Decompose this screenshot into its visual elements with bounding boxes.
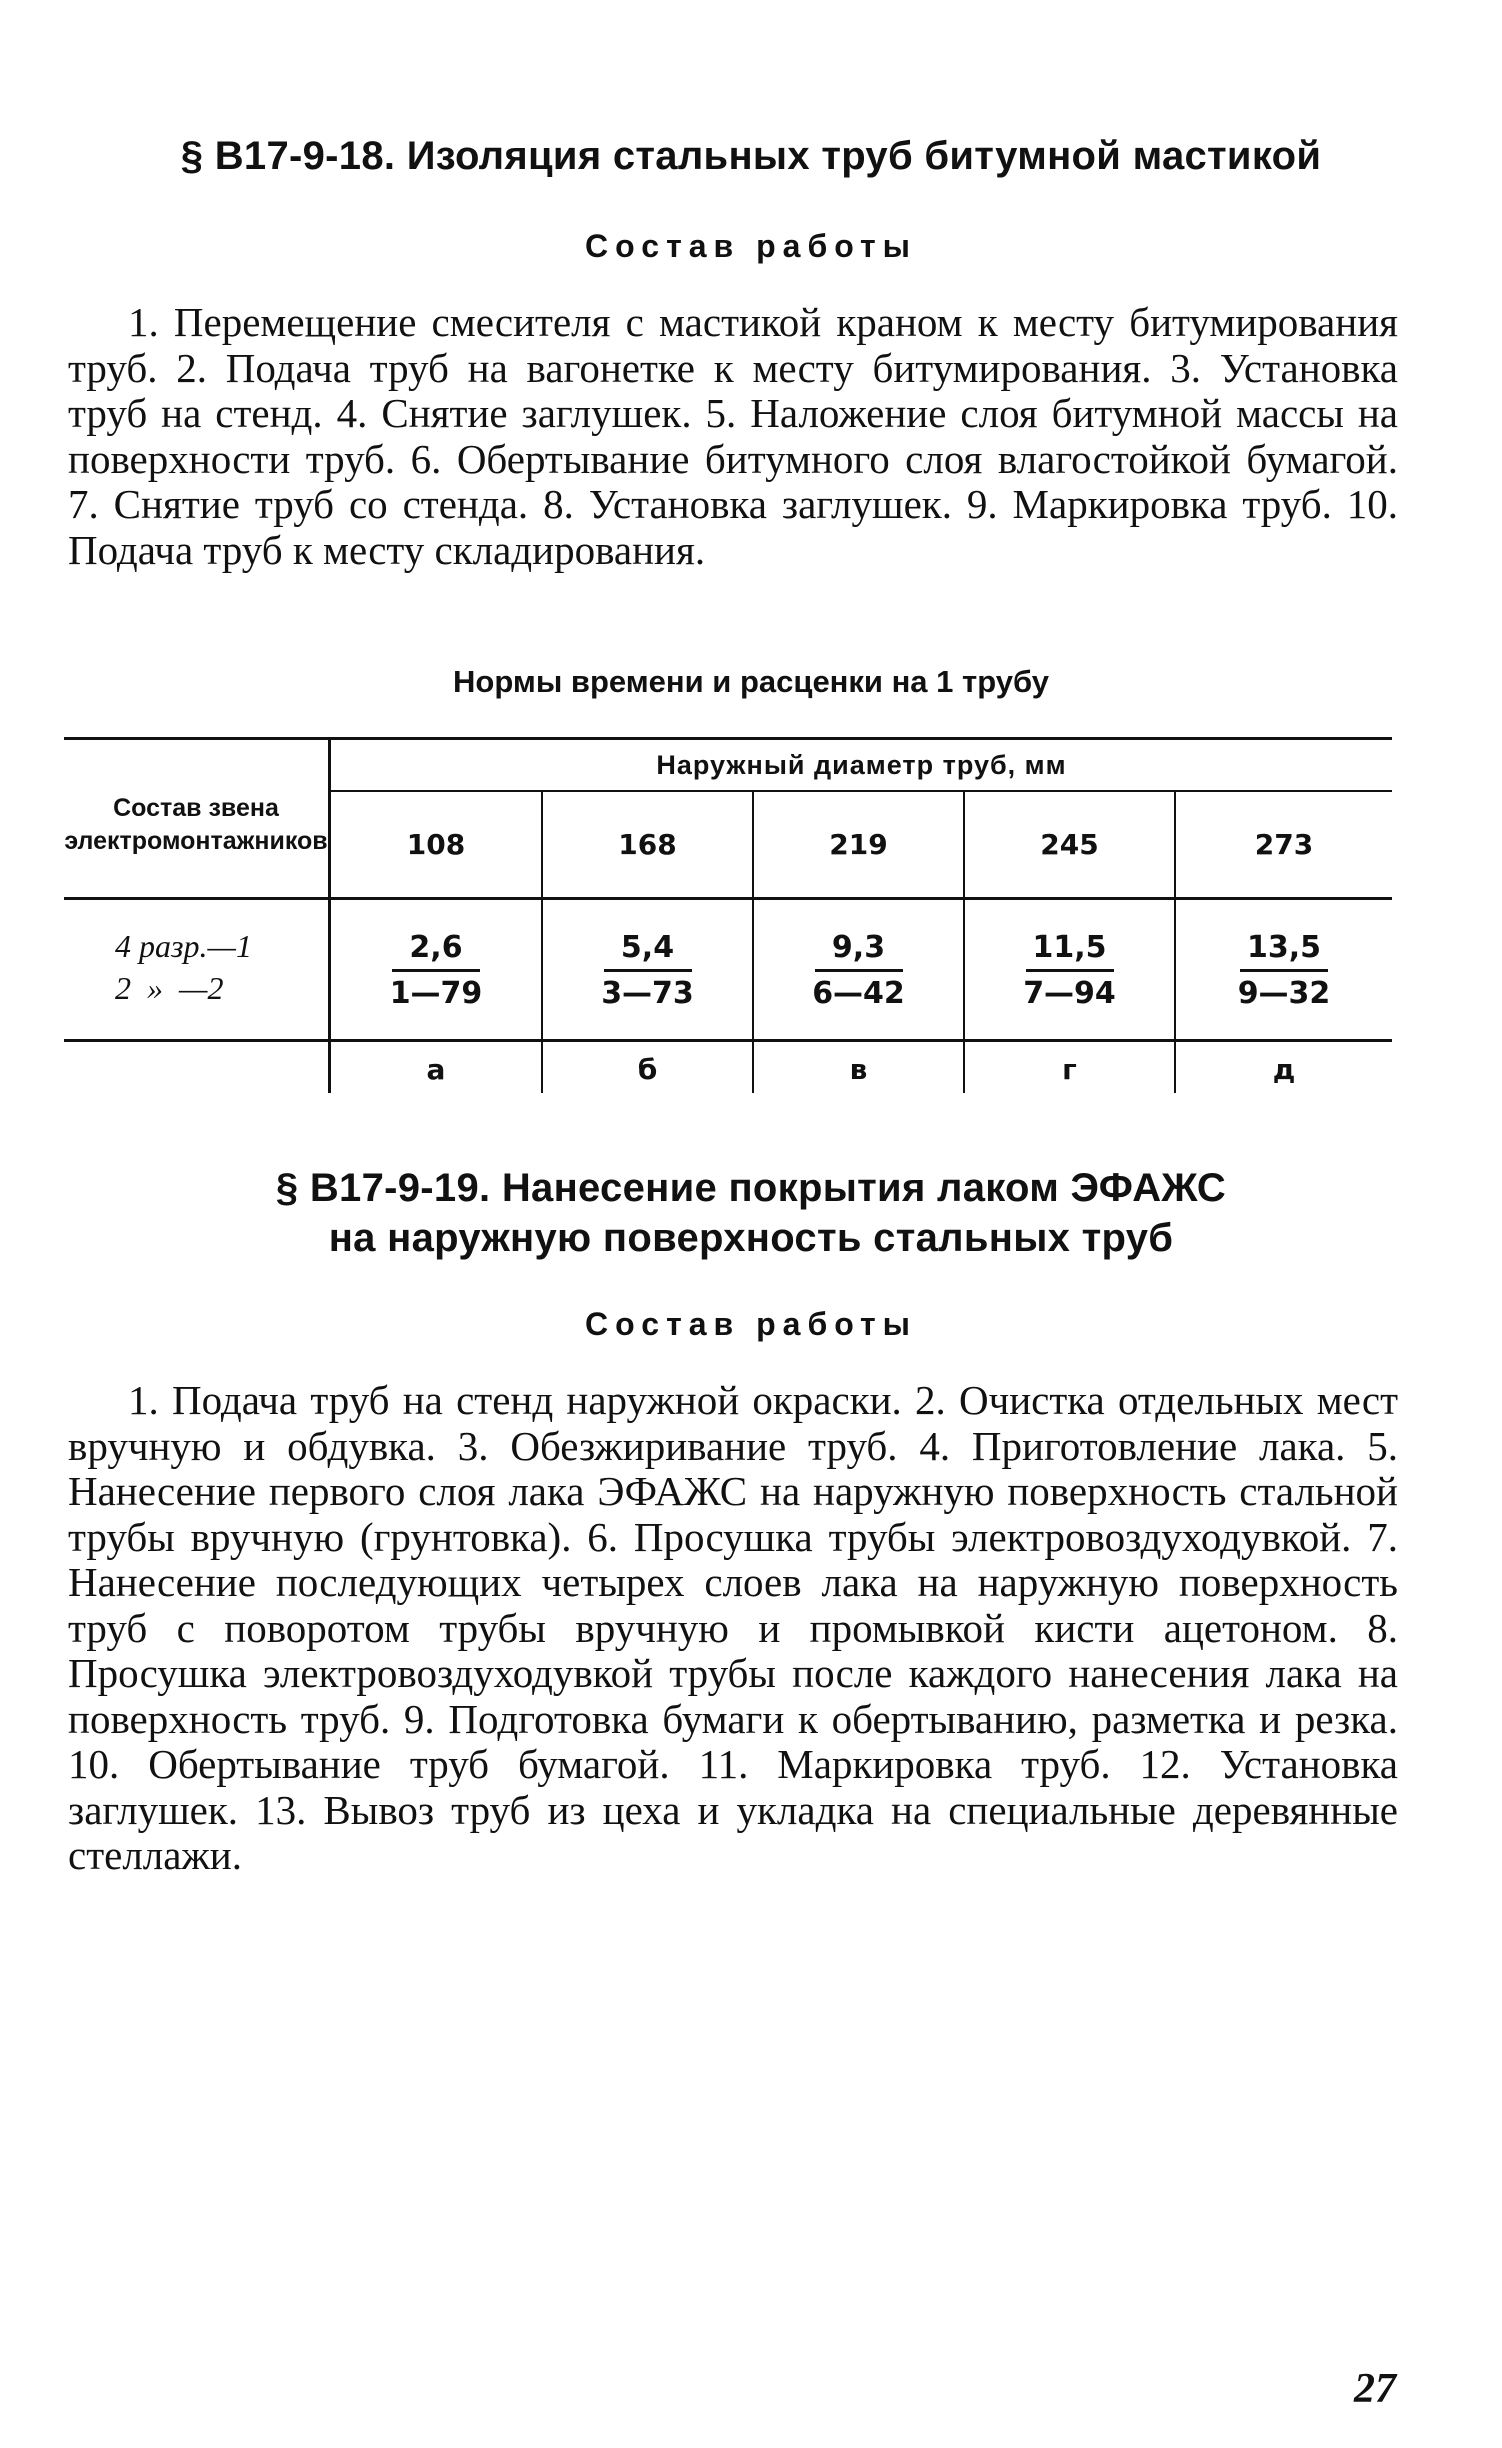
section-title-line-2: на наружную поверхность стальных труб [328,1216,1174,1260]
section-paragraph: 1. Подача труб на стенд наружной окраски. 2. Очистка отдельных мест вручную и обдувка. 3. Обезжиривание труб. 4. Приготовление лака. 5. Нанесение первого слоя лака ЭФАЖС на наружную поверхность стальной трубы вручную (грунтовка). 6. Просушка трубы электровоздуходувкой. 7. Нанесение последующих четырех слоев лака на наружную поверхность труб с поворотом трубы вручную и промывкой кисти ацетоном. 8. Просушка электровоздуходувкой трубы после каждого нанесения лака на поверхность труб. 9. Подготовка бумаги к обертыванию, разметка и резка. 10. Обертывание труб бумагой. 11. Маркировка труб. 12. Установка заглушек. 13. Вывоз труб из цеха и укладка на специальные деревянные стеллажи. [68,1377,1398,1878]
column-letter: г [1062,1052,1077,1086]
norm-rate-cell [331,920,541,1020]
rate: 9—32 [1237,975,1331,1011]
table-header-diameter: Наружный диаметр труб, мм [656,749,1067,780]
time-norm: 9,3 [815,930,903,972]
crew-line-1: 4 разр.—1 [115,928,252,964]
table-header-bottom-rule [64,897,1392,900]
section-subtitle: Состав работы [585,228,917,264]
section-title: § В17-9-19. Нанесение покрытия лаком ЭФАЖС [275,1166,1227,1210]
page-number: 27 [1354,2366,1396,2412]
rate: 3—73 [601,975,694,1011]
norm-rate-cell [965,920,1174,1020]
diameter-273: 273 [1254,828,1314,861]
rate: 6—42 [812,975,905,1011]
rate: 1—79 [389,975,483,1011]
diameter-108: 108 [406,828,466,861]
column-letter: в [849,1052,868,1086]
time-norm: 11,5 [1026,930,1114,972]
norm-rate-cell [754,920,963,1020]
section-title: § В17-9-18. Изоляция стальных труб битумной мастикой [180,134,1322,178]
diameter-245: 245 [1040,828,1099,861]
column-letter: д [1272,1052,1296,1086]
crew-composition [115,925,325,1015]
table-header-crew: Состав звена электромонтажников [64,794,328,855]
rate: 7—94 [1023,975,1116,1011]
table-caption: Нормы времени и расценки на 1 трубу [453,664,1049,699]
time-norm: 13,5 [1240,930,1328,972]
column-letter: б [637,1052,658,1086]
column-letter: а [426,1052,446,1086]
crew-line-2: 2 » —2 [115,970,224,1006]
norm-rate-cell [1176,920,1392,1020]
table-col-rule [328,737,331,1093]
diameter-168: 168 [618,828,677,861]
diameter-219: 219 [829,828,888,861]
section-subtitle: Состав работы [585,1306,917,1342]
norm-rate-cell [543,920,752,1020]
time-norm: 5,4 [604,930,692,972]
section-paragraph: 1. Перемещение смесителя с мастикой краном к месту битумирования труб. 2. Подача труб на вагонетке к месту битумирования. 3. Установка труб на стенд. 4. Снятие заглушек. 5. Наложение слоя битумной массы на поверхности труб. 6. Обертывание битумного слоя влагостойкой бумагой. 7. Снятие труб со стенда. 8. Установка заглушек. 9. Маркировка труб. 10. Подача труб к месту складирования. [68,299,1398,573]
time-norm: 2,6 [392,930,480,972]
table-bottom-rule [64,1039,1392,1042]
